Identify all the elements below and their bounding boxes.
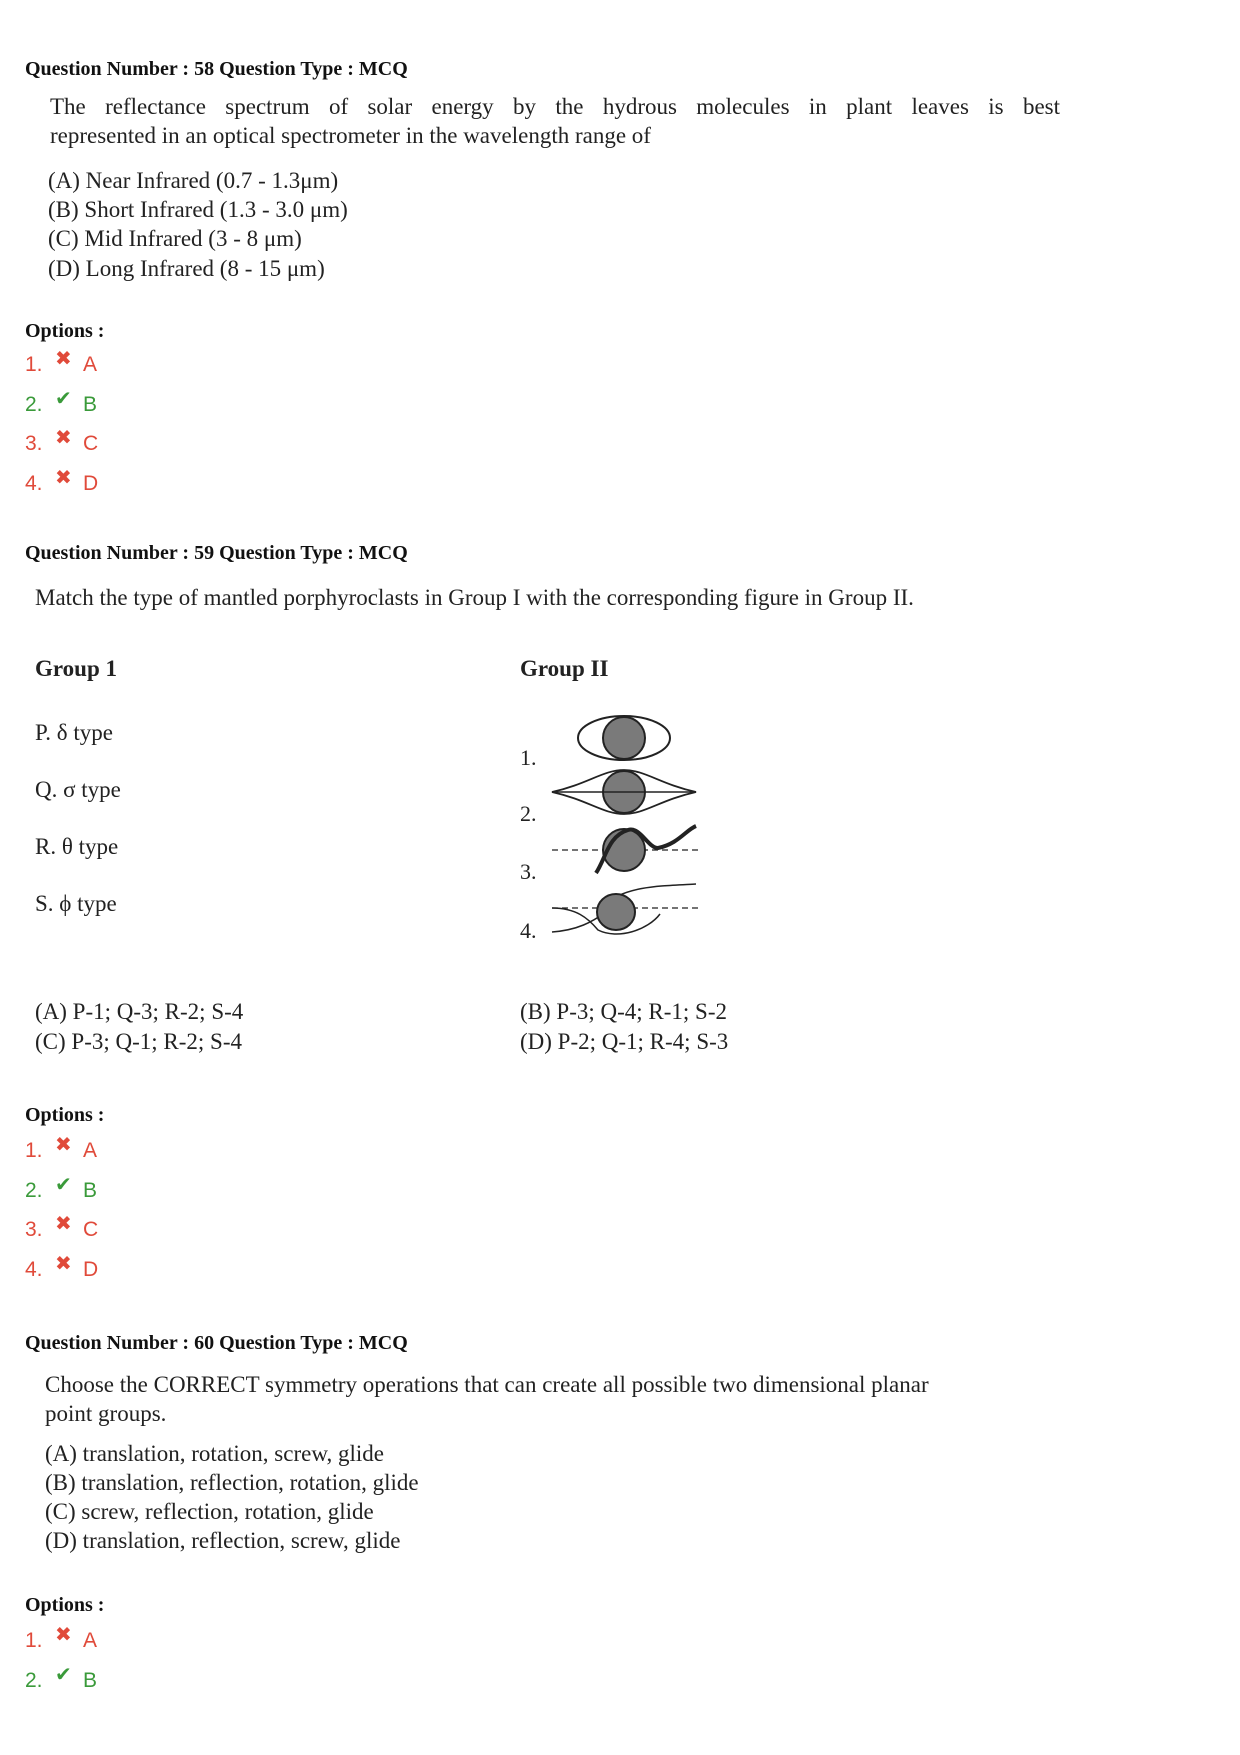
cross-icon: ✖ <box>55 1134 72 1156</box>
cross-icon: ✖ <box>55 427 72 449</box>
q59-options-label: Options : <box>25 1104 105 1126</box>
q59-option-3[interactable] <box>25 1213 99 1242</box>
q58-option-2[interactable] <box>25 388 98 417</box>
option-letter: A <box>83 1628 98 1652</box>
figure-number-2: 2. <box>520 801 537 826</box>
figure-4-phi-clast <box>552 884 698 934</box>
option-letter: B <box>83 392 98 416</box>
q59-choice-a: (A) P-1; Q-3; R-2; S-4 <box>35 999 244 1024</box>
q59-option-1[interactable] <box>25 1134 98 1163</box>
q58-choice-c: (C) Mid Infrared (3 - 8 μm) <box>48 226 302 251</box>
option-number: 4. <box>25 471 43 495</box>
q58-option-3[interactable] <box>25 427 99 456</box>
q58-option-1[interactable] <box>25 348 98 377</box>
q58-option-4[interactable] <box>25 467 99 496</box>
q60-options-label: Options : <box>25 1594 105 1616</box>
q59-choice-d: (D) P-2; Q-1; R-4; S-3 <box>520 1029 729 1054</box>
cross-icon: ✖ <box>55 348 72 370</box>
cross-icon: ✖ <box>55 1253 72 1275</box>
option-letter: B <box>83 1668 98 1692</box>
q60-choice-b: (B) translation, reflection, rotation, glide <box>45 1470 419 1495</box>
option-letter: A <box>83 352 98 376</box>
figure-2-sigma-clast <box>552 770 696 814</box>
option-number: 4. <box>25 1257 43 1281</box>
q58-stem <box>50 92 1060 150</box>
figure-number-1: 1. <box>520 745 537 770</box>
check-icon: ✔ <box>55 1174 72 1196</box>
option-letter: B <box>83 1178 98 1202</box>
q59-stem: Match the type of mantled porphyroclasts in Group I with the corresponding figure in Group II. <box>35 585 914 610</box>
cross-icon: ✖ <box>55 1624 72 1646</box>
porphyroclast-figures <box>548 708 708 948</box>
option-number: 1. <box>25 1628 43 1652</box>
check-icon: ✔ <box>55 388 72 410</box>
q58-stem-line1: The reflectance spectrum of solar energy by the hydrous molecules in plant leaves is best <box>50 94 1060 119</box>
figure-3-delta-tail-clast <box>552 826 698 873</box>
figure-number-3: 3. <box>520 859 537 884</box>
q60-option-2[interactable] <box>25 1664 98 1693</box>
group1-heading: Group 1 <box>35 656 118 681</box>
q59-header: Question Number : 59 Question Type : MCQ <box>25 542 408 564</box>
q60-choice-d: (D) translation, reflection, screw, glide <box>45 1528 401 1553</box>
option-number: 1. <box>25 1138 43 1162</box>
q59-choice-c: (C) P-3; Q-1; R-2; S-4 <box>35 1029 242 1054</box>
option-number: 2. <box>25 1668 43 1692</box>
option-number: 2. <box>25 392 43 416</box>
group1-item-s: S. ϕ type <box>35 891 117 916</box>
group2-heading: Group II <box>520 656 609 681</box>
q60-header: Question Number : 60 Question Type : MCQ <box>25 1332 408 1354</box>
q60-choice-c: (C) screw, reflection, rotation, glide <box>45 1499 374 1524</box>
q58-stem-line2: represented in an optical spectrometer in the wavelength range of <box>50 123 651 148</box>
option-letter: A <box>83 1138 98 1162</box>
group1-item-q: Q. σ type <box>35 777 121 802</box>
option-letter: D <box>83 471 99 495</box>
group1-item-r: R. θ type <box>35 834 119 859</box>
q59-option-2[interactable] <box>25 1174 98 1203</box>
q60-stem-line1: Choose the CORRECT symmetry operations that can create all possible two dimensional planar <box>45 1372 929 1397</box>
q60-stem <box>45 1370 929 1428</box>
option-letter: C <box>83 431 99 455</box>
cross-icon: ✖ <box>55 467 72 489</box>
q59-option-4[interactable] <box>25 1253 99 1282</box>
q59-choice-b: (B) P-3; Q-4; R-1; S-2 <box>520 999 727 1024</box>
option-number: 3. <box>25 431 43 455</box>
figure-number-4: 4. <box>520 918 537 943</box>
q58-header: Question Number : 58 Question Type : MCQ <box>25 58 408 80</box>
cross-icon: ✖ <box>55 1213 72 1235</box>
q58-choice-a: (A) Near Infrared (0.7 - 1.3μm) <box>48 168 339 193</box>
q58-choice-d: (D) Long Infrared (8 - 15 μm) <box>48 256 325 281</box>
q60-stem-line2: point groups. <box>45 1401 167 1426</box>
q60-option-1[interactable] <box>25 1624 98 1653</box>
q60-choice-a: (A) translation, rotation, screw, glide <box>45 1441 384 1466</box>
option-number: 3. <box>25 1217 43 1241</box>
check-icon: ✔ <box>55 1664 72 1686</box>
option-letter: D <box>83 1257 99 1281</box>
figure-1-delta-clast <box>578 716 670 760</box>
option-letter: C <box>83 1217 99 1241</box>
option-number: 1. <box>25 352 43 376</box>
option-number: 2. <box>25 1178 43 1202</box>
group1-item-p: P. δ type <box>35 720 113 745</box>
q58-choice-b: (B) Short Infrared (1.3 - 3.0 μm) <box>48 197 348 222</box>
q58-options-label: Options : <box>25 320 105 342</box>
